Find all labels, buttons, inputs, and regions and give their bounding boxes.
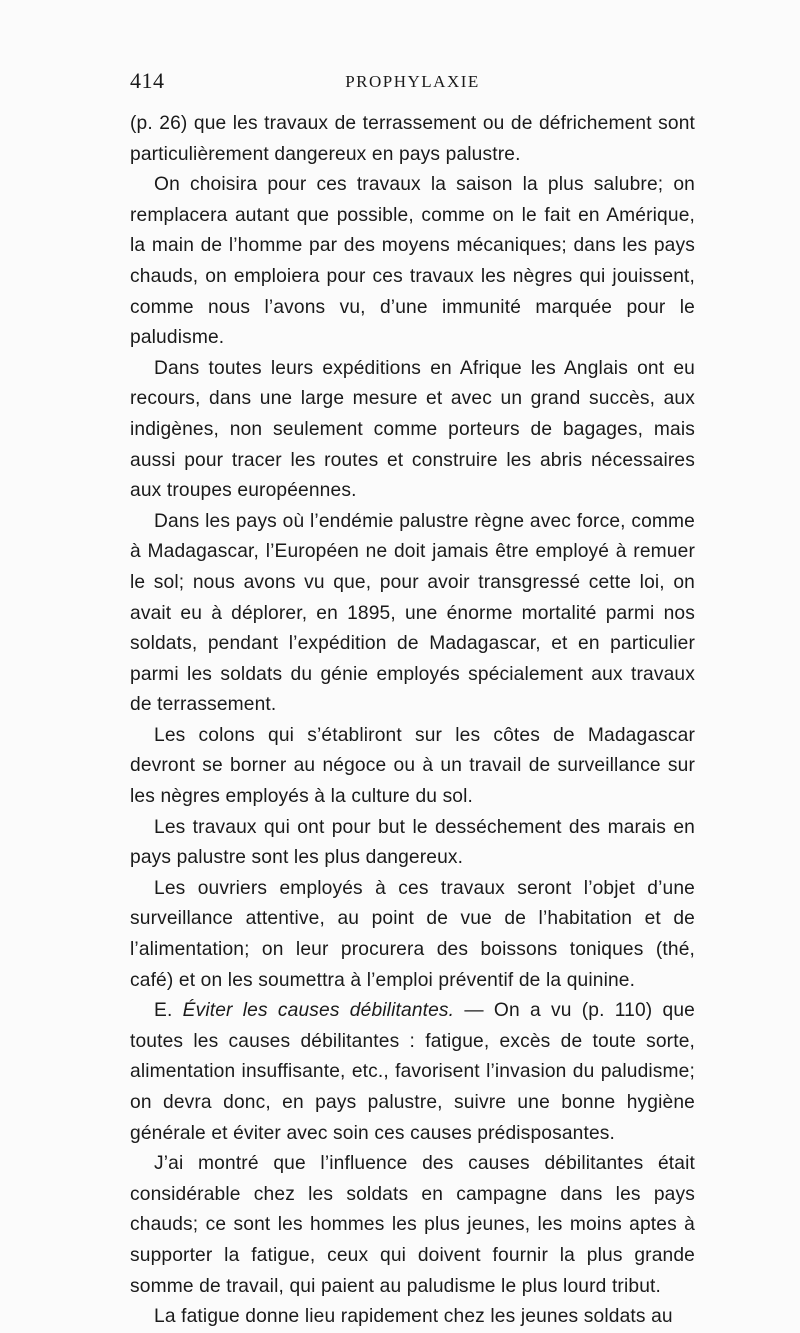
page-header [130,60,695,100]
paragraph: Les colons qui s’établiront sur les côtes de Madagascar devront se borner au négoce ou à un travail de surveillance sur les nègres employés à la culture du sol. [130,724,695,808]
body-text [130,109,695,1333]
section-letter: E. [154,1000,183,1022]
paragraph: On choisira pour ces travaux la saison la plus salubre; on remplacera autant que possible, comme on le fait en Amérique, la main de l’homme par des moyens mécaniques; dans les pays chauds, on emploiera pour ces travaux les nègres qui jouissent, comme nous l’avons vu, d’une immunité marquée pour le paludisme. [130,174,695,349]
paragraph: Les ouvriers employés à ces travaux seront l’objet d’une surveillance attentive, au point de vue de l’habitation et de l’alimentation; on leur procurera des boissons toniques (thé, café) et on les soumettra à l’emploi préventif de la quinine. [130,877,695,991]
paragraph: Les travaux qui ont pour but le desséchement des marais en pays palustre sont les plus dangereux. [130,816,695,869]
running-title: PROPHYLAXIE [345,72,480,91]
section-paragraph: E. Éviter les causes débilitantes. — On a vu (p. 110) que toutes les causes débilitantes : fatigue, excès de toute sorte, alimentation insuffisante, etc., favorisent l’invasion du paludisme; on devra donc, en pays palustre, suivre une bonne hygiène générale et éviter avec soin ces causes prédisposantes. [130,1000,695,1144]
page-number: 414 [130,68,165,93]
paragraph: Dans les pays où l’endémie palustre règne avec force, comme à Madagascar, l’Européen ne doit jamais être employé à remuer le sol; nous avons vu que, pour avoir transgressé cette loi, on avait eu à déplorer, en 1895, une énorme mortalité parmi nos soldats, pendant l’expédition de Madagascar, et en particulier parmi les soldats du génie employés spécialement aux travaux de terrassement. [130,510,695,716]
paragraph: J’ai montré que l’influence des causes débilitantes était considérable chez les soldats en campagne dans les pays chauds; ce sont les hommes les plus jeunes, les moins aptes à supporter la fatigue, ceux qui doivent fournir la plus grande somme de travail, qui paient au paludisme le plus lourd tribut. [130,1153,695,1297]
paragraph-continuation: (p. 26) que les travaux de terrassement ou de défrichement sont particulièrement dangereux en pays palustre. [130,113,695,165]
paragraph: La fatigue donne lieu rapidement chez les jeunes soldats au [154,1306,673,1328]
section-heading: Éviter les causes débilitantes. [182,1000,455,1022]
paragraph: Dans toutes leurs expéditions en Afrique les Anglais ont eu recours, dans une large mesure et avec un grand succès, aux indigènes, non seulement comme porteurs de bagages, mais aussi pour tracer les routes et construire les abris nécessaires aux troupes européennes. [130,357,695,502]
